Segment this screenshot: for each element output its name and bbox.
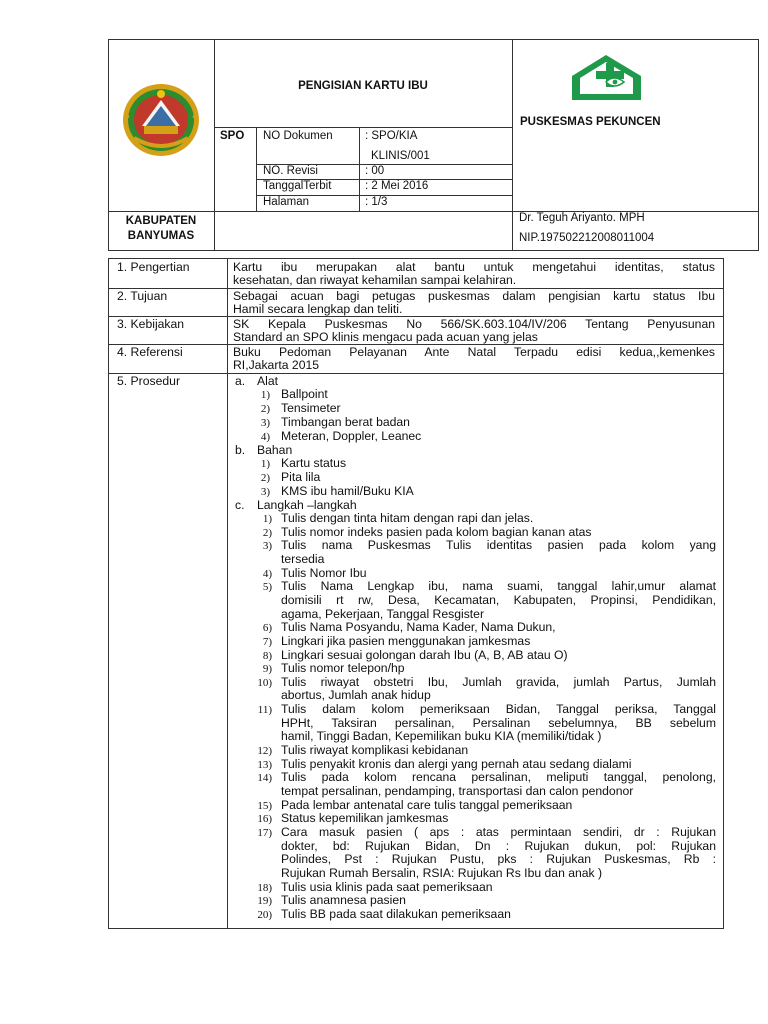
document-title: PENGISIAN KARTU IBU [298,80,428,92]
section-label-prosedur: 5. Prosedur [117,374,181,388]
field-label-no-revisi: NO. Revisi [263,165,318,177]
step-number: 1) [262,513,272,525]
tujuan-line-1: Sebagai acuan bagi petugas puskesmas dalam pengisian kartu status Ibu [233,289,715,303]
prosedur-c-marker: c. [235,498,245,512]
prosedur-c-title: Langkah –langkah [257,498,357,512]
step-line: Tulis Nama Lengkap ibu, nama suami, tanggal lahir,umur alamat [281,579,716,594]
step-line: Tulis Nama Posyandu, Nama Kader, Nama Dukun, [281,620,556,635]
step-line: hamil, Tinggi Badan, Kepemilikan buku KIA (memiliki/tidak ) [281,729,602,744]
signer-name: Dr. Teguh Ariyanto. MPH [519,212,645,224]
step-line: domisili rt rw, Desa, Kecamatan, Kabupaten, Propinsi, Pendidikan, [281,592,716,607]
step-line: Tulis nama Puskesmas Tulis identitas pasien pada kolom yang [281,538,716,553]
list-item: Pita lila [281,469,321,484]
step-line: Tulis riwayat komplikasi kebidanan [281,743,469,758]
step-number: 10) [257,676,272,689]
step-number: 3) [262,540,272,553]
step-line: Rujukan Rumah Bersalin, RSIA: Rujukan Rs Ibu dan anak ) [281,865,603,880]
list-number: 2) [260,471,270,484]
step-line: Tulis riwayat obstetri Ibu, Jumlah gravida, jumlah Partus, Jumlah [281,674,716,689]
prosedur-b-title: Bahan [257,443,293,457]
step-number: 4) [262,567,272,580]
spo-label: SPO [220,130,245,142]
step-line: Tulis Nomor Ibu [281,565,367,580]
list-item: Tensimeter [281,400,341,415]
kebijakan-line-1: SK Kepala Puskesmas No 566/SK.603.104/IV/206 Tentang Penyusunan [233,317,715,331]
list-number: 1) [260,389,270,401]
step-number: 14) [257,772,272,785]
step-line: abortus, Jumlah anak hidup [281,688,431,703]
step-number: 20) [257,908,272,921]
step-line: tempat persalinan, pendamping, transportasi dan calon pendonor [281,784,634,798]
step-line: dokter, bd: Rujukan Bidan, Dn : Rujukan dukun, pol: Rujukan [281,838,716,853]
step-line: tersedia [281,551,325,566]
step-number: 5) [262,581,272,594]
step-line: Tulis dengan tinta hitam dengan rapi dan jelas. [281,511,534,525]
signer-nip: NIP.197502212008011004 [519,232,655,244]
prosedur-a-marker: a. [235,374,246,388]
step-number: 18) [257,881,272,894]
pengertian-line-1: Kartu ibu merupakan alat bantu untuk mengetahui identitas, status [233,260,715,274]
list-item: Timbangan berat badan [281,414,410,429]
step-number: 13) [257,758,272,771]
kabupaten-line-1: KABUPATEN [125,215,197,227]
list-item: Meteran, Doppler, Leanec [281,428,422,443]
step-number: 19) [257,895,272,908]
list-number: 3) [260,416,270,429]
organization-name: PUSKESMAS PEKUNCEN [520,116,661,128]
list-item: KMS ibu hamil/Buku KIA [281,483,414,498]
step-line: Lingkari jika pasien menggunakan jamkesmas [281,633,531,648]
tujuan-line-2: Hamil secara lengkap dan teliti. [233,302,403,316]
field-value-no-revisi: : 00 [365,165,385,177]
step-line: Tulis dalam kolom pemeriksaan Bidan, Tanggal periksa, Tanggal [281,702,716,717]
referensi-line-2: RI,Jakarta 2015 [233,358,320,372]
field-value-no-dokumen-2: KLINIS/001 [371,150,430,162]
list-item: Kartu status [281,456,347,470]
list-number: 3) [260,485,270,498]
step-number: 2) [262,526,272,539]
step-line: agama, Pekerjaan, Tanggal Resgister [281,606,485,621]
step-number: 16) [257,813,272,826]
step-line: Cara masuk pasien ( aps : atas permintaan sendiri, dr : Rujukan [281,824,716,839]
step-line: Tulis pada kolom rencana persalinan, meliputi tanggal, penolong, [281,770,716,785]
step-line: Pada lembar antenatal care tulis tanggal pemeriksaan [281,797,573,812]
kebijakan-line-2: Standard an SPO klinis mengacu pada acuan yang jelas [233,330,538,344]
list-number: 4) [260,430,270,443]
prosedur-a-title: Alat [257,374,279,388]
step-number: 15) [257,799,272,812]
step-line: Lingkari sesuai golongan darah Ibu (A, B, AB atau O) [281,647,568,662]
step-number: 7) [262,635,272,648]
section-label-tujuan: 2. Tujuan [117,289,168,303]
field-value-no-dokumen: : SPO/KIA [365,130,418,142]
step-line: Tulis penyakit kronis dan alergi yang pernah atau sedang dialami [281,756,632,771]
step-line: Tulis nomor indeks pasien pada kolom bagian kanan atas [281,524,592,539]
step-number: 8) [262,649,272,662]
referensi-line-1: Buku Pedoman Pelayanan Ante Natal Terpadu edisi kedua,,kemenkes [233,345,715,359]
section-label-referensi: 4. Referensi [117,345,183,359]
banyumas-seal-logo [120,80,202,160]
step-line: Tulis usia klinis pada saat pemeriksaan [281,879,493,894]
step-number: 9) [262,663,272,676]
step-number: 11) [257,704,272,717]
list-number: 2) [260,402,270,415]
step-line: Tulis nomor telepon/hp [281,661,405,676]
field-label-no-dokumen: NO Dokumen [263,130,333,142]
puskesmas-logo [568,52,645,104]
list-number: 1) [260,458,270,470]
step-number: 6) [262,622,272,635]
step-line: HPHt, Taksiran persalinan, Persalinan sebelumnya, BB sebelum [281,715,716,730]
step-line: Status kepemilikan jamkesmas [281,811,449,826]
section-label-pengertian: 1. Pengertian [117,260,190,274]
pengertian-line-2: kesehatan, dan riwayat kehamilan sampai kelahiran. [233,273,517,287]
list-item: Ballpoint [281,387,328,401]
field-label-halaman: Halaman [263,196,310,208]
field-label-tanggal-terbit: TanggalTerbit [263,180,332,192]
field-value-tanggal-terbit: : 2 Mei 2016 [365,180,429,192]
prosedur-b-marker: b. [235,443,246,457]
step-line: Polindes, Pst : Rujukan Pustu, pks : Rujukan Puskesmas, Rb : [281,852,716,867]
field-value-halaman: : 1/3 [365,196,388,208]
step-line: Tulis anamnesa pasien [281,893,406,908]
step-line: Tulis BB pada saat dilakukan pemeriksaan [281,906,511,921]
step-number: 12) [257,745,272,758]
step-number: 17) [257,826,272,839]
section-label-kebijakan: 3. Kebijakan [117,317,185,331]
kabupaten-line-2: BANYUMAS [127,230,195,242]
